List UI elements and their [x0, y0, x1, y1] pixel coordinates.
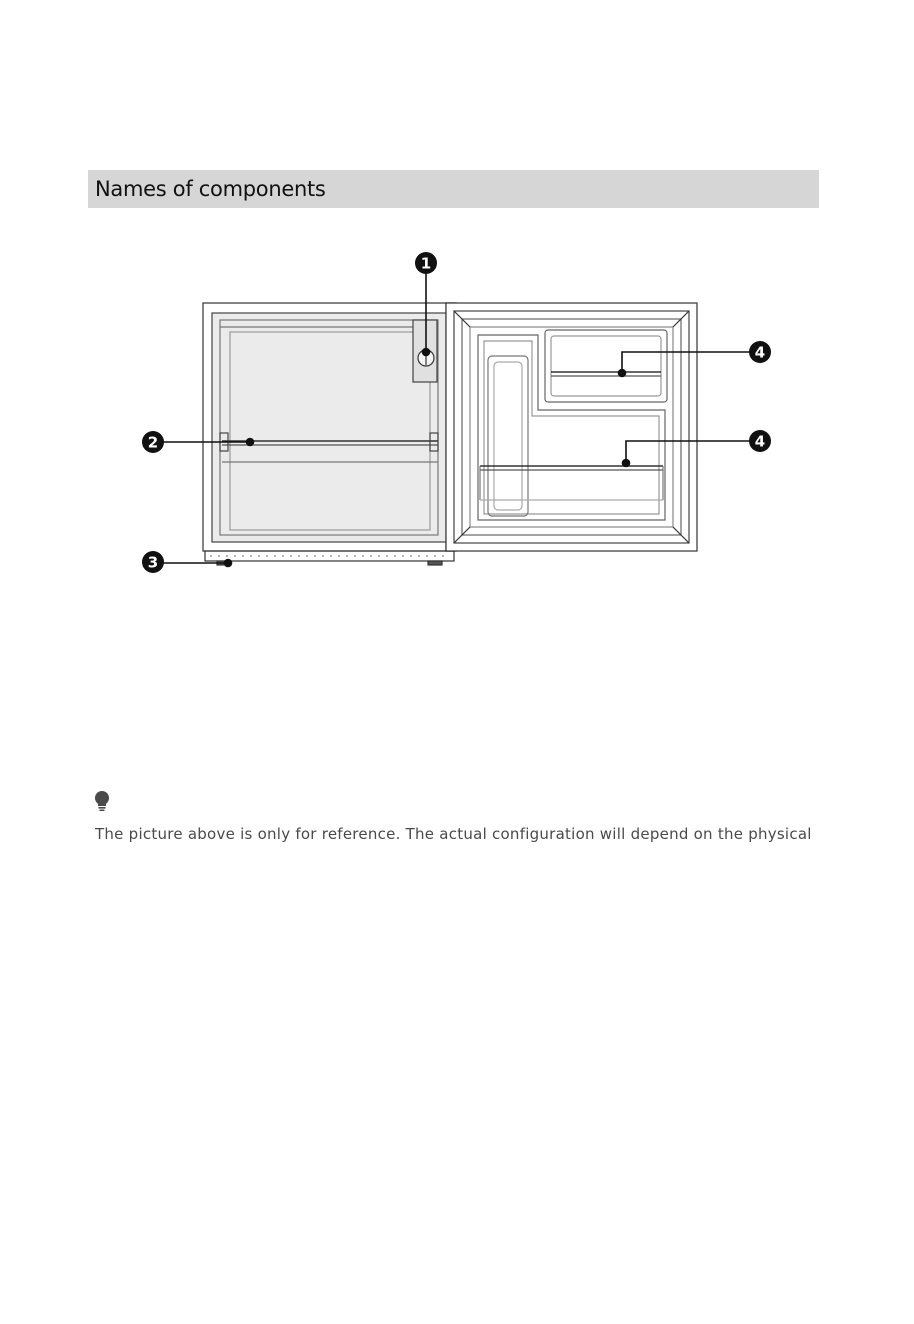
callout-badge-1 — [415, 252, 437, 274]
svg-text:1: 1 — [420, 254, 432, 273]
leader-dot-4a — [619, 370, 626, 377]
svg-text:4: 4 — [754, 432, 766, 451]
leader-dot-4b — [623, 460, 630, 467]
svg-text:3: 3 — [147, 553, 159, 572]
section-title: Names of components — [95, 177, 326, 201]
callout-badge-4-lower — [749, 430, 771, 452]
svg-text:4: 4 — [754, 343, 766, 362]
fridge-body — [203, 303, 456, 565]
leader-dot-3 — [225, 560, 232, 567]
leader-dot-1 — [423, 349, 430, 356]
note-text: The picture above is only for reference. The actual configuration will depend on the physical — [95, 825, 812, 843]
svg-text:2: 2 — [147, 433, 159, 452]
lightbulb-icon — [92, 790, 112, 812]
callout-badge-2 — [142, 431, 164, 453]
callout-badge-4-upper — [749, 341, 771, 363]
callout-badge-3 — [142, 551, 164, 573]
leader-dot-2 — [247, 439, 254, 446]
fridge-door — [446, 303, 697, 551]
